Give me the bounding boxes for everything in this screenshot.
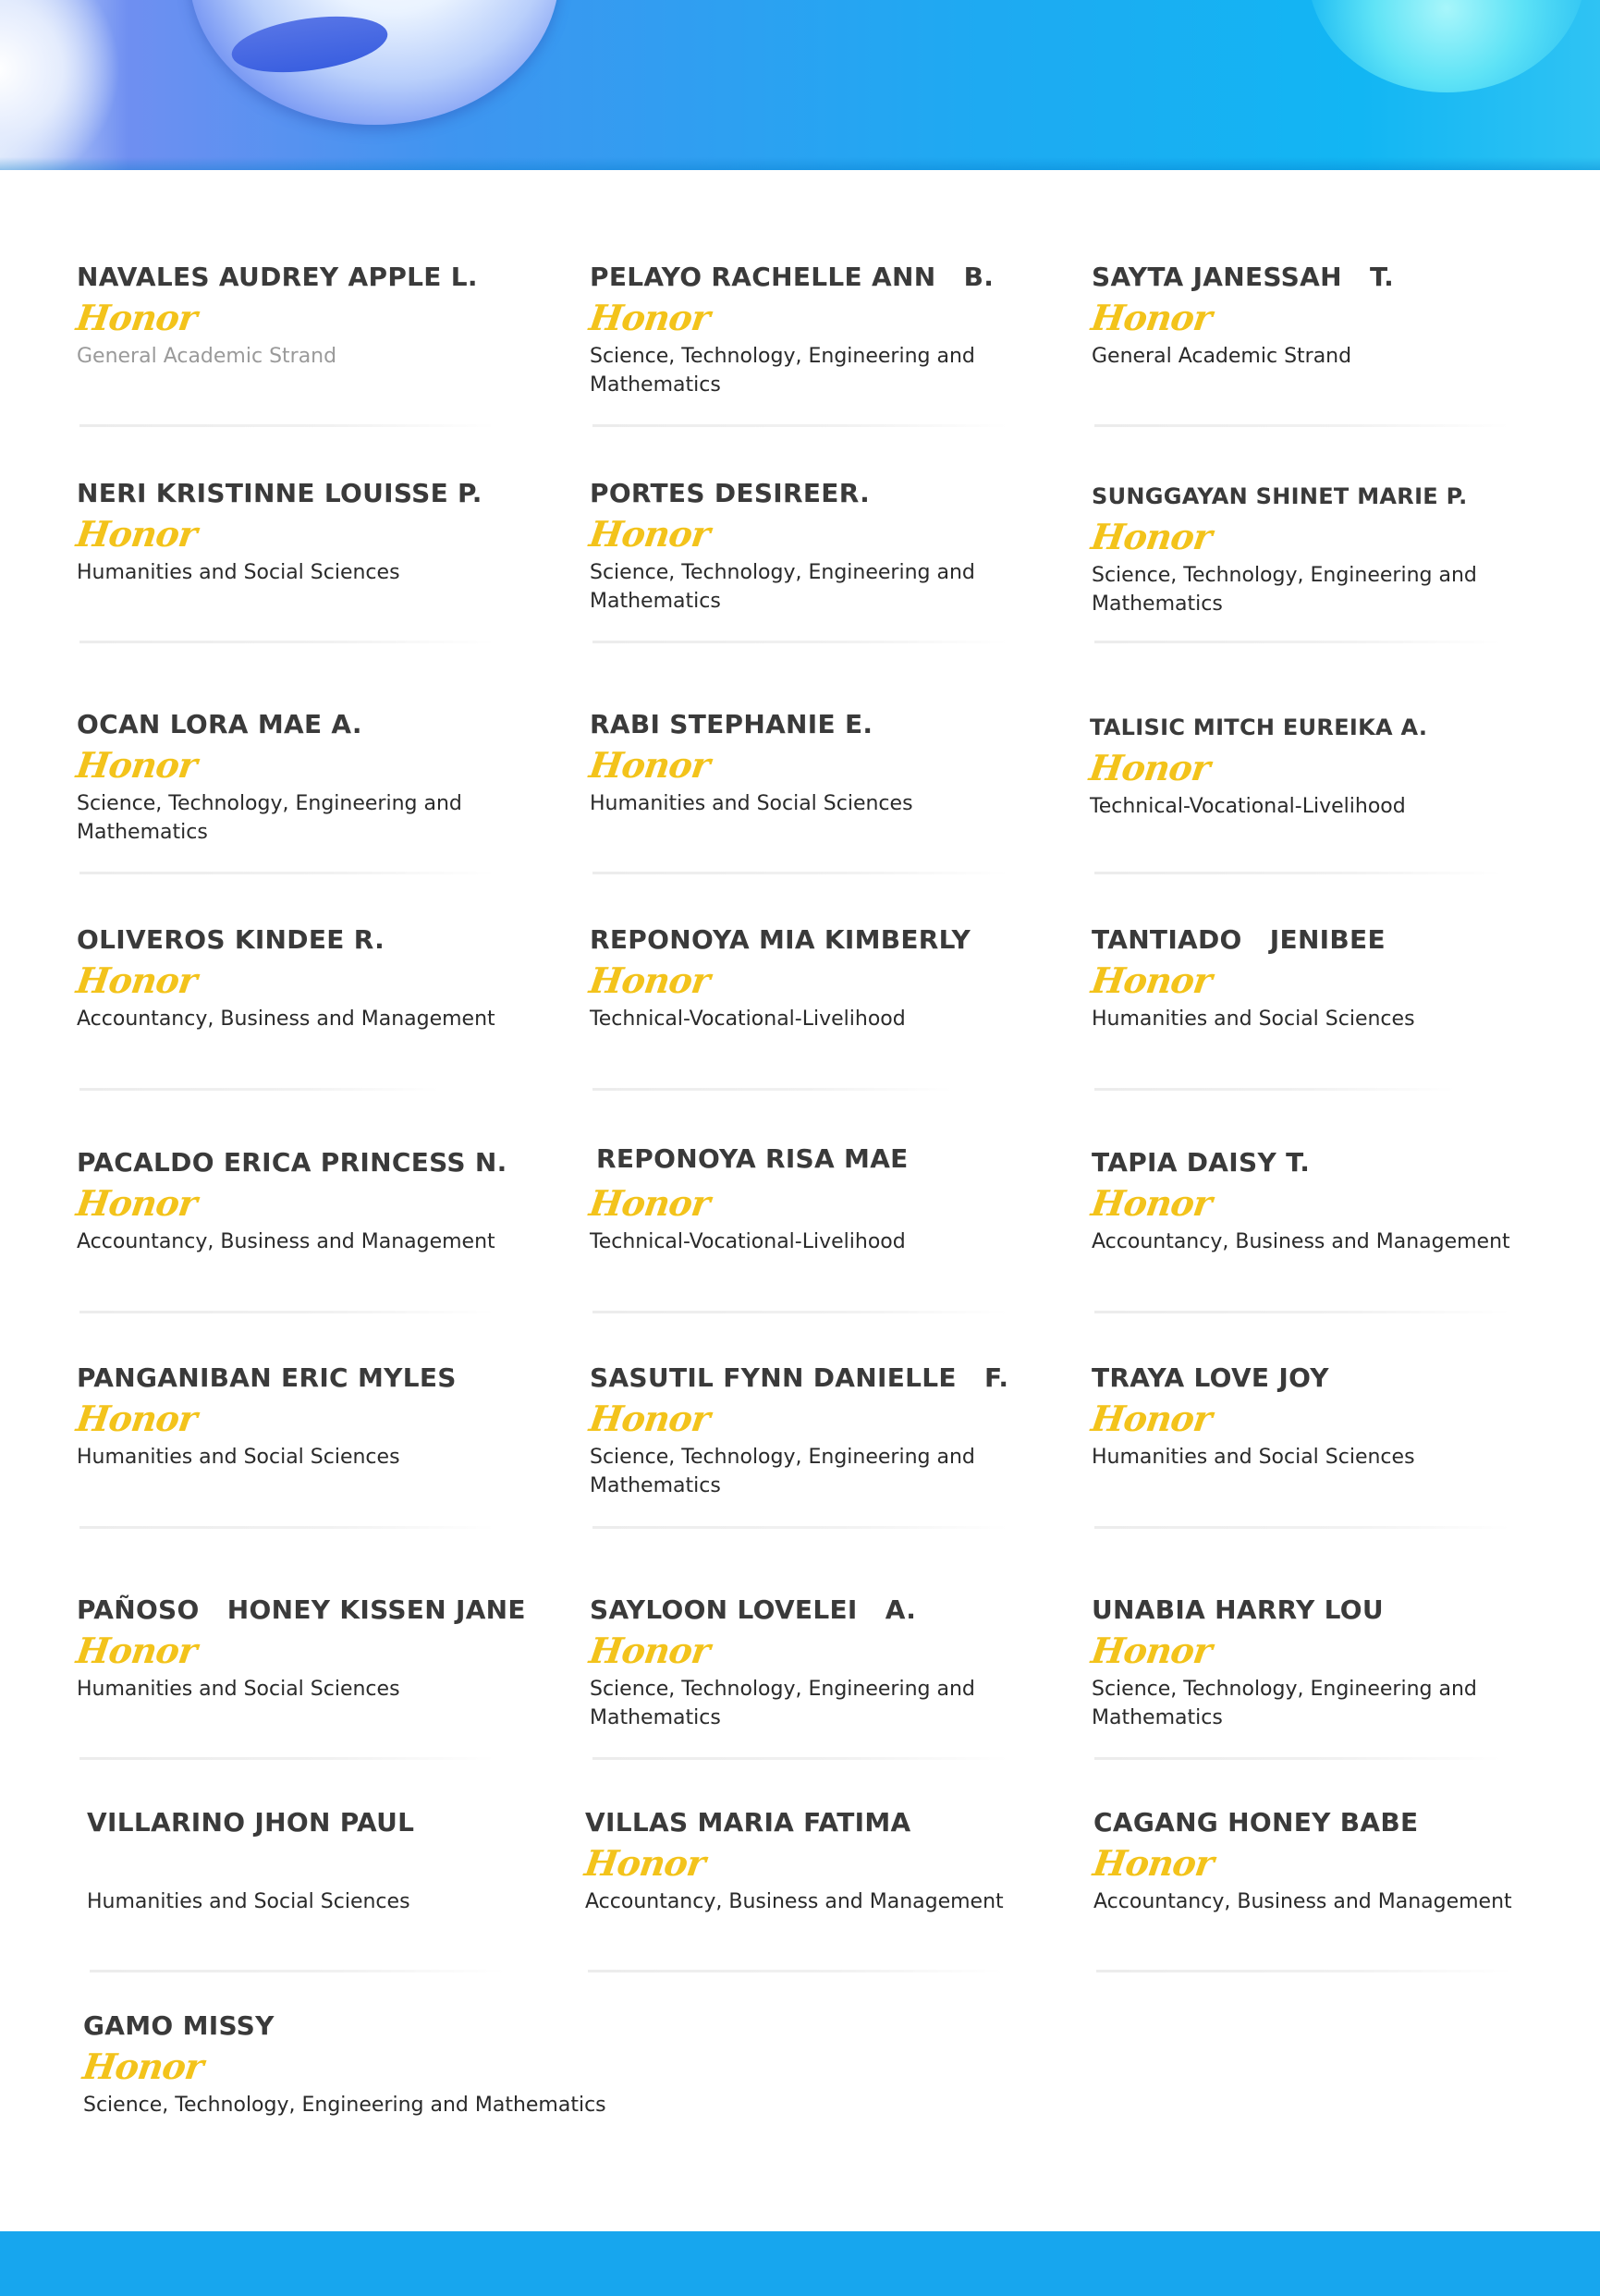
student-entry — [1088, 262, 1591, 371]
student-name: PANGANIBAN ERIC MYLES — [77, 1362, 457, 1393]
footer-bar — [0, 2231, 1600, 2296]
student-strand: General Academic Strand — [1092, 345, 1352, 368]
student-entry — [1090, 1807, 1593, 1916]
divider — [592, 1311, 1008, 1313]
honor-label: Honor — [73, 959, 200, 1001]
banner-edge — [0, 157, 1600, 170]
student-strand: Science, Technology, Engineering and Mathematics — [1092, 1678, 1477, 1729]
divider — [1096, 1970, 1512, 1972]
divider — [1094, 424, 1510, 427]
decorative-orb — [1308, 0, 1585, 92]
student-strand: Accountancy, Business and Management — [1093, 1890, 1512, 1913]
student-entry — [581, 1807, 1084, 1916]
student-name: REPONOYA RISA MAE — [596, 1143, 909, 1174]
student-strand: Humanities and Social Sciences — [1092, 1446, 1415, 1469]
student-strand: Science, Technology, Engineering and Mathematics — [590, 1446, 975, 1497]
student-entry — [1088, 924, 1591, 1033]
honor-label: Honor — [73, 297, 200, 338]
student-entry — [586, 709, 1089, 818]
student-name: SUNGGAYAN SHINET MARIE P. — [1092, 483, 1468, 509]
divider — [1094, 1088, 1455, 1091]
student-strand: Humanities and Social Sciences — [77, 1446, 400, 1469]
honor-label: Honor — [1088, 1398, 1215, 1439]
student-strand: Humanities and Social Sciences — [590, 792, 913, 815]
student-name: OCAN LORA MAE A. — [77, 709, 362, 739]
student-strand: Accountancy, Business and Management — [1092, 1230, 1510, 1253]
student-name: CAGANG HONEY BABE — [1093, 1807, 1419, 1838]
student-name: UNABIA HARRY LOU — [1092, 1594, 1384, 1625]
honor-label: Honor — [1088, 1182, 1215, 1224]
divider — [79, 1088, 440, 1091]
student-strand: Accountancy, Business and Management — [585, 1890, 1004, 1913]
student-entry — [79, 2010, 749, 2119]
student-name: PAÑOSO HONEY KISSEN JANE — [77, 1594, 526, 1625]
divider — [592, 641, 1008, 643]
divider — [588, 1970, 1004, 1972]
student-entry — [586, 1143, 1095, 1256]
student-name: NAVALES AUDREY APPLE L. — [77, 262, 478, 292]
student-name: NERI KRISTINNE LOUISSE P. — [77, 478, 482, 508]
student-strand: Accountancy, Business and Management — [77, 1008, 495, 1031]
student-name: PORTES DESIREER. — [590, 478, 871, 508]
student-name: TANTIADO JENIBEE — [1092, 924, 1386, 955]
student-entry — [1088, 1362, 1591, 1472]
student-name: SASUTIL FYNN DANIELLE F. — [590, 1362, 1009, 1393]
honor-label: Honor — [1088, 516, 1215, 557]
divider — [79, 641, 495, 643]
student-entry — [73, 709, 576, 847]
student-name: PELAYO RACHELLE ANN B. — [590, 262, 995, 292]
divider — [1094, 1526, 1510, 1529]
student-name: TALISIC MITCH EUREIKA A. — [1090, 714, 1428, 740]
student-entry — [1088, 1147, 1591, 1256]
divider — [90, 1970, 506, 1972]
student-entry — [73, 924, 576, 1033]
divider — [79, 1757, 495, 1760]
student-name: REPONOYA MIA KIMBERLY — [590, 924, 971, 955]
student-strand: Science, Technology, Engineering and Mathematics — [83, 2094, 606, 2117]
student-entry — [586, 924, 1089, 1033]
honor-label: Honor — [73, 1398, 200, 1439]
divider — [592, 1757, 1008, 1760]
student-name: VILLARINO JHON PAUL — [87, 1807, 415, 1838]
student-strand: Science, Technology, Engineering and Mathematics — [77, 792, 462, 844]
student-strand: Science, Technology, Engineering and Mathematics — [1092, 564, 1477, 616]
divider — [1094, 1757, 1501, 1760]
student-name: RABI STEPHANIE E. — [590, 709, 873, 739]
honor-label: Honor — [1088, 959, 1215, 1001]
honor-label: Honor — [586, 959, 713, 1001]
student-strand: Humanities and Social Sciences — [1092, 1008, 1415, 1031]
honor-label: Honor — [1088, 297, 1215, 338]
honor-label: Honor — [73, 1630, 200, 1671]
student-name: VILLAS MARIA FATIMA — [585, 1807, 911, 1838]
student-name: TRAYA LOVE JOY — [1092, 1362, 1329, 1393]
student-strand: Science, Technology, Engineering and Mathematics — [590, 561, 975, 613]
student-entry — [586, 262, 1089, 399]
divider — [79, 424, 495, 427]
honor-label: Honor — [1086, 747, 1213, 788]
student-entry — [1088, 481, 1591, 618]
student-strand: General Academic Strand — [77, 345, 337, 368]
divider — [592, 872, 1008, 874]
header-banner — [0, 0, 1600, 170]
student-strand: Accountancy, Business and Management — [77, 1230, 495, 1253]
student-strand: Humanities and Social Sciences — [77, 561, 400, 584]
decorative-glow — [0, 0, 120, 170]
student-entry — [586, 1594, 1089, 1732]
honor-label: Honor — [586, 1398, 713, 1439]
student-name: SAYTA JANESSAH T. — [1092, 262, 1395, 292]
student-strand: Technical-Vocational-Livelihood — [590, 1230, 906, 1253]
divider — [592, 424, 1008, 427]
student-strand: Science, Technology, Engineering and Mathematics — [590, 1678, 975, 1729]
student-strand: Technical-Vocational-Livelihood — [1090, 795, 1406, 818]
honor-label: Honor — [73, 1182, 200, 1224]
student-entry — [586, 1362, 1089, 1500]
student-entry — [586, 478, 1089, 616]
divider — [79, 872, 495, 874]
honor-label: Honor — [586, 297, 713, 338]
divider — [1094, 1311, 1510, 1313]
student-strand: Humanities and Social Sciences — [87, 1890, 410, 1913]
student-entry — [1088, 1594, 1591, 1732]
student-entry — [87, 1807, 586, 1916]
student-entry — [73, 478, 576, 587]
divider — [592, 1088, 953, 1091]
honor-label: Honor — [586, 513, 713, 555]
divider — [1094, 641, 1501, 643]
student-strand: Humanities and Social Sciences — [77, 1678, 400, 1701]
student-entry — [1086, 712, 1589, 821]
student-entry — [73, 1594, 576, 1704]
honor-label: Honor — [586, 1182, 713, 1224]
divider — [79, 1311, 495, 1313]
honor-label: Honor — [73, 744, 200, 786]
divider — [592, 1526, 1008, 1529]
student-name: GAMO MISSY — [83, 2010, 275, 2041]
honor-label: Honor — [79, 2046, 206, 2087]
student-entry — [73, 262, 576, 371]
honor-label: Honor — [1088, 1630, 1215, 1671]
student-strand: Technical-Vocational-Livelihood — [590, 1008, 906, 1031]
student-strand: Science, Technology, Engineering and Mathematics — [590, 345, 975, 397]
student-name: TAPIA DAISY T. — [1092, 1147, 1311, 1178]
honor-label: Honor — [586, 1630, 713, 1671]
honor-label: Honor — [1090, 1842, 1216, 1884]
honor-label: Honor — [586, 744, 713, 786]
divider — [1094, 872, 1501, 874]
divider — [79, 1526, 495, 1529]
student-name: SAYLOON LOVELEI A. — [590, 1594, 917, 1625]
student-name: PACALDO ERICA PRINCESS N. — [77, 1147, 507, 1178]
student-entry — [73, 1362, 576, 1472]
honor-label: Honor — [73, 513, 200, 555]
honor-label: Honor — [581, 1842, 708, 1884]
student-entry — [73, 1147, 576, 1256]
student-name: OLIVEROS KINDEE R. — [77, 924, 385, 955]
